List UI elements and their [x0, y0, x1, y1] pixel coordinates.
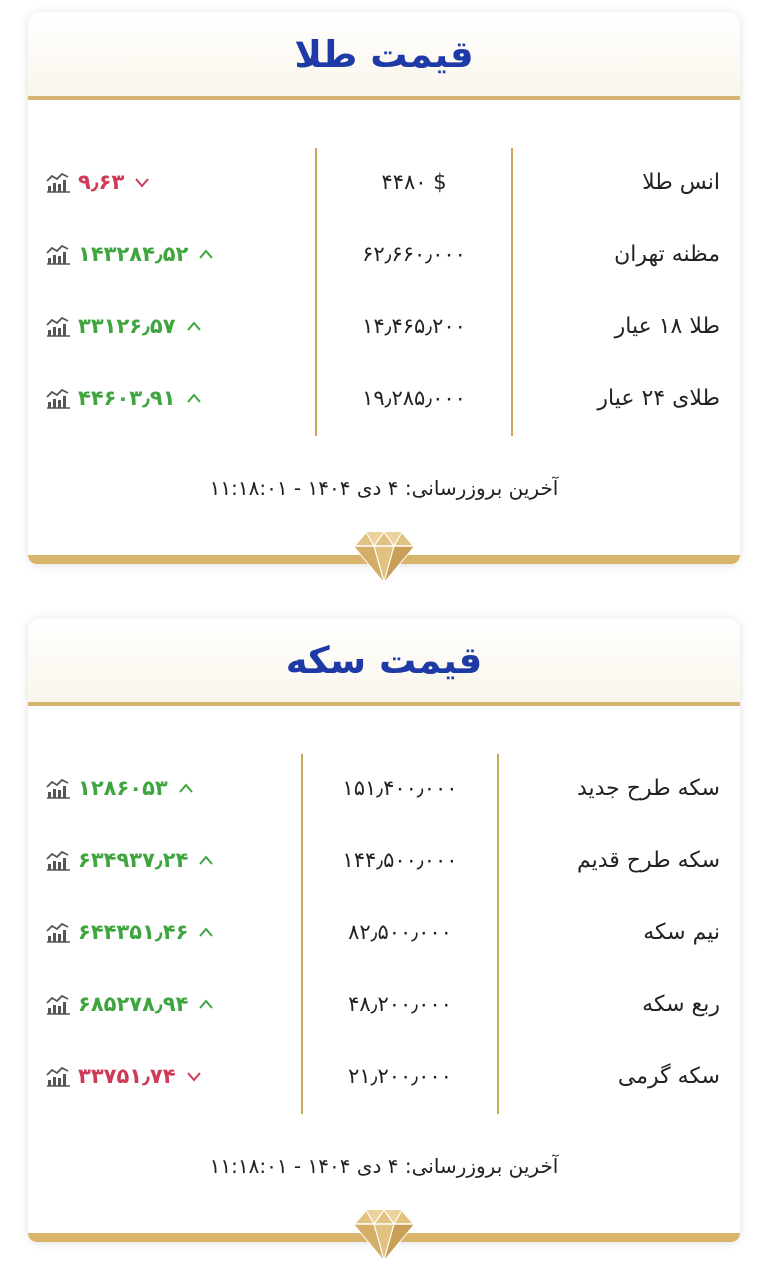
item-name: سکه طرح جدید	[576, 775, 720, 801]
chart-icon[interactable]	[46, 993, 72, 1015]
change-value: ۴۴۶۰۳٫۹۱	[78, 386, 176, 410]
gold-price-card	[28, 12, 740, 564]
item-name: مظنه تهران	[614, 241, 720, 267]
chevron-up-icon	[186, 320, 202, 332]
chart-icon[interactable]	[46, 315, 72, 337]
item-price: ۶۲٫۶۶۰٫۰۰۰	[362, 242, 466, 266]
table-row[interactable]	[28, 896, 740, 968]
chevron-up-icon	[186, 392, 202, 404]
chevron-up-icon	[198, 926, 214, 938]
change-value: ۶۳۴۹۳۷٫۲۴	[78, 848, 189, 872]
table-row[interactable]	[28, 290, 740, 362]
change-value: ۶۸۵۲۷۸٫۹۴	[78, 992, 189, 1016]
coin-card-header	[28, 618, 740, 706]
chart-icon[interactable]	[46, 921, 72, 943]
change-cell	[46, 290, 306, 362]
item-price: ۱۵۱٫۴۰۰٫۰۰۰	[342, 776, 458, 800]
table-row[interactable]	[28, 968, 740, 1040]
item-price: ۱۹٫۲۸۵٫۰۰۰	[362, 386, 466, 410]
change-value: ۹٫۶۳	[78, 170, 125, 194]
item-name: طلای ۲۴ عیار	[597, 385, 720, 411]
change-cell	[46, 362, 306, 434]
chevron-up-icon	[178, 782, 194, 794]
item-name: نیم سکه	[643, 919, 720, 945]
last-updated: آخرین بروزرسانی: ۴ دی ۱۴۰۴ - ۱۱:۱۸:۰۱	[209, 476, 559, 500]
item-name: ربع سکه	[642, 991, 720, 1017]
table-row[interactable]	[28, 1040, 740, 1112]
item-price: ۱۴۴٫۵۰۰٫۰۰۰	[342, 848, 458, 872]
item-price: ۴۸٫۲۰۰٫۰۰۰	[348, 992, 452, 1016]
change-value: ۱۴۳۲۸۴٫۵۲	[78, 242, 189, 266]
item-name: انس طلا	[642, 169, 720, 195]
table-row[interactable]	[28, 146, 740, 218]
change-cell	[46, 752, 306, 824]
table-row[interactable]	[28, 752, 740, 824]
coin-price-card	[28, 618, 740, 1242]
chevron-up-icon	[198, 998, 214, 1010]
item-price: ۲۱٫۲۰۰٫۰۰۰	[348, 1064, 452, 1088]
chevron-down-icon	[186, 1070, 202, 1082]
chart-icon[interactable]	[46, 387, 72, 409]
change-cell	[46, 824, 306, 896]
chart-icon[interactable]	[46, 777, 72, 799]
gold-card-header	[28, 12, 740, 100]
item-name: سکه طرح قدیم	[576, 847, 720, 873]
chevron-up-icon	[198, 248, 214, 260]
chart-icon[interactable]	[46, 243, 72, 265]
change-cell	[46, 896, 306, 968]
coin-card-title: قیمت سکه	[285, 638, 483, 682]
item-name: طلا ۱۸ عیار	[614, 313, 720, 339]
item-price: ۱۴٫۴۶۵٫۲۰۰	[362, 314, 466, 338]
change-value: ۱۲۸۶۰۵۳	[78, 776, 168, 800]
table-row[interactable]	[28, 362, 740, 434]
item-price: ۴۴۸۰ $	[381, 170, 447, 194]
change-cell	[46, 1040, 306, 1112]
chart-icon[interactable]	[46, 1065, 72, 1087]
diamond-icon	[352, 528, 416, 584]
chart-icon[interactable]	[46, 171, 72, 193]
diamond-icon	[352, 1206, 416, 1262]
table-row[interactable]	[28, 218, 740, 290]
table-row[interactable]	[28, 824, 740, 896]
chevron-up-icon	[198, 854, 214, 866]
chart-icon[interactable]	[46, 849, 72, 871]
gold-card-title: قیمت طلا	[294, 32, 474, 76]
change-cell	[46, 218, 306, 290]
change-cell	[46, 968, 306, 1040]
item-price: ۸۲٫۵۰۰٫۰۰۰	[348, 920, 452, 944]
chevron-down-icon	[134, 176, 150, 188]
change-value: ۳۳۱۲۶٫۵۷	[78, 314, 176, 338]
change-value: ۳۳۷۵۱٫۷۴	[78, 1064, 176, 1088]
change-cell	[46, 146, 306, 218]
last-updated: آخرین بروزرسانی: ۴ دی ۱۴۰۴ - ۱۱:۱۸:۰۱	[209, 1154, 559, 1178]
change-value: ۶۴۴۳۵۱٫۴۶	[78, 920, 189, 944]
item-name: سکه گرمی	[617, 1063, 720, 1089]
